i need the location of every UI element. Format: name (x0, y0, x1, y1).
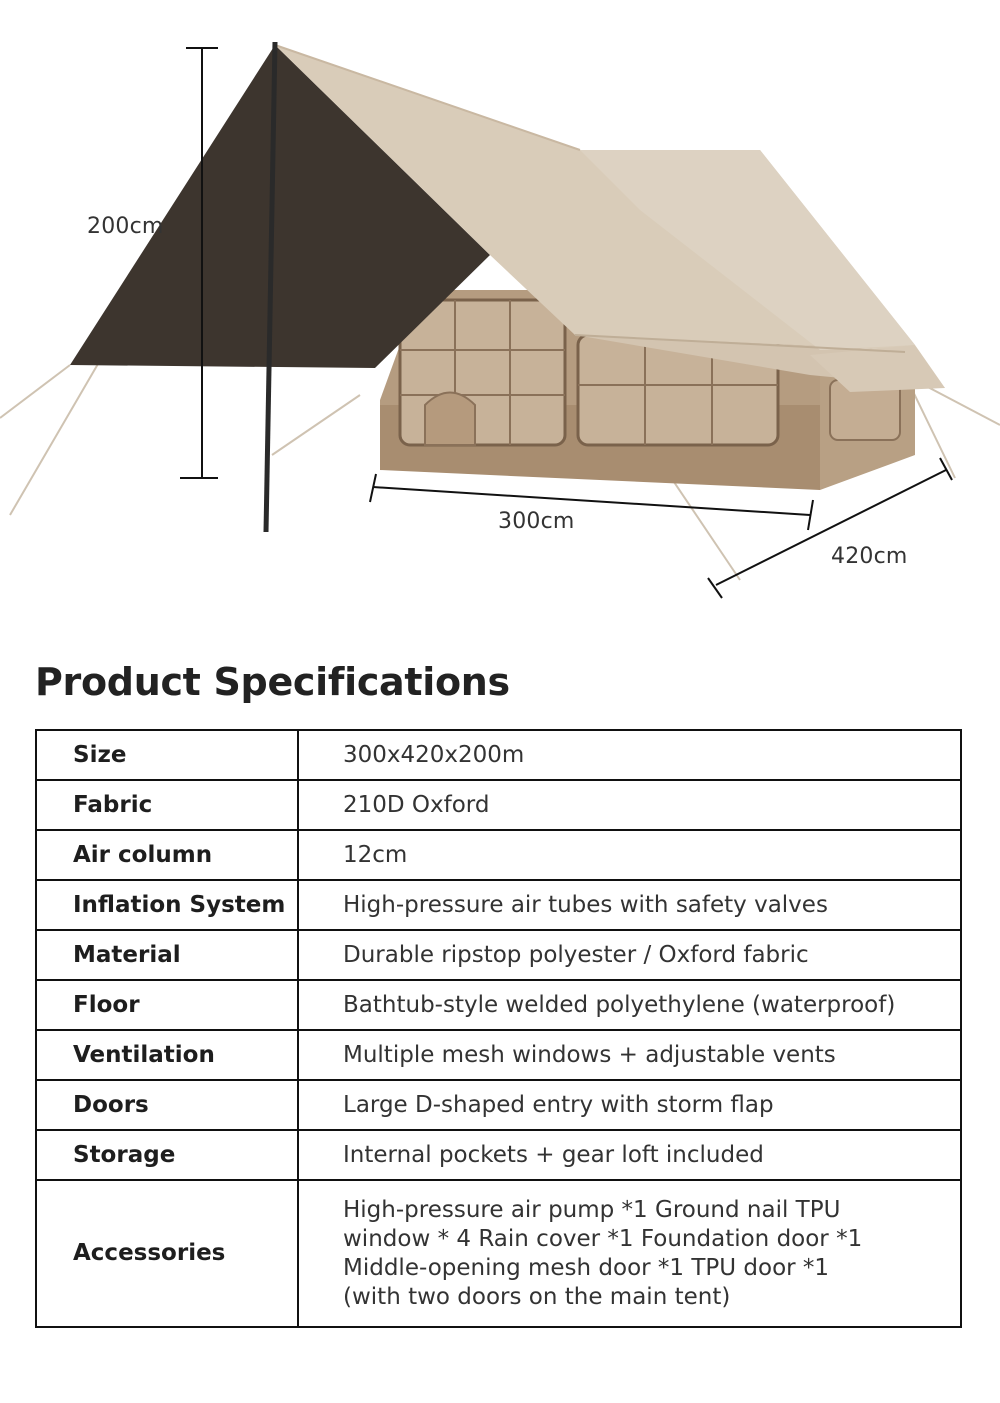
spec-table (35, 729, 962, 1328)
table-row (36, 1030, 961, 1080)
table-row (36, 980, 961, 1030)
table-row (36, 930, 961, 980)
table-row (36, 1180, 961, 1327)
table-row (36, 880, 961, 930)
spec-label: Inflation System (36, 880, 298, 930)
table-row (36, 780, 961, 830)
tent-product-image (0, 0, 1000, 620)
page-title: Product Specifications (35, 660, 510, 704)
height-dimension-label: 200cm (87, 214, 164, 239)
length-dimension-label: 420cm (831, 544, 908, 569)
spec-label: Material (36, 930, 298, 980)
table-row (36, 1130, 961, 1180)
spec-value: 300x420x200m (343, 741, 525, 768)
spec-value: High-pressure air pump *1 Ground nail TPU window * 4 Rain cover *1 Foundation door *1 Middle-opening mesh door *1 TPU door *1 (with two doors on the main tent) (343, 1196, 863, 1310)
spec-value: High-pressure air tubes with safety valves (343, 891, 828, 918)
spec-value: Durable ripstop polyester / Oxford fabric (343, 941, 809, 968)
width-dimension-label: 300cm (498, 509, 575, 534)
spec-label: Air column (36, 830, 298, 880)
spec-value: Large D-shaped entry with storm flap (343, 1091, 774, 1118)
spec-value: Multiple mesh windows + adjustable vents (343, 1041, 836, 1068)
spec-label: Ventilation (36, 1030, 298, 1080)
table-row (36, 730, 961, 780)
spec-label: Floor (36, 980, 298, 1030)
spec-label: Storage (36, 1130, 298, 1180)
spec-value: 210D Oxford (343, 791, 490, 818)
table-row (36, 1080, 961, 1130)
spec-value: Internal pockets + gear loft included (343, 1141, 764, 1168)
spec-label: Size (36, 730, 298, 780)
spec-label: Accessories (36, 1180, 298, 1327)
spec-value: 12cm (343, 841, 408, 868)
spec-label: Doors (36, 1080, 298, 1130)
spec-value: Bathtub-style welded polyethylene (waterproof) (343, 991, 896, 1018)
table-row (36, 830, 961, 880)
spec-label: Fabric (36, 780, 298, 830)
